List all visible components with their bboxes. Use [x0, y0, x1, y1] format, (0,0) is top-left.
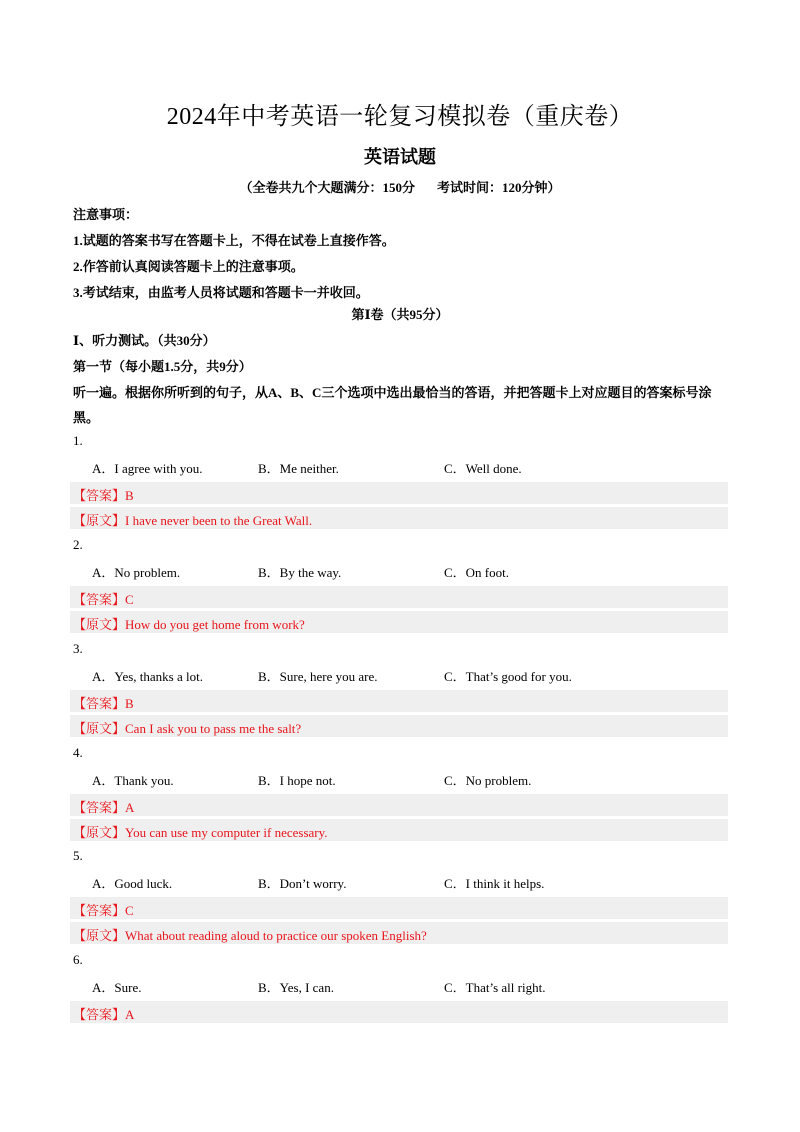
option-c: C．No problem.	[444, 773, 532, 788]
answer-band	[70, 482, 728, 504]
exam-info-score: （全卷共九个大题满分：150分	[239, 180, 415, 195]
answer-band	[70, 586, 728, 608]
question-number: 3.	[73, 641, 83, 656]
question-number: 6.	[73, 952, 83, 967]
option-b: B．Yes, I can.	[258, 980, 334, 995]
option-c: C．On foot.	[444, 565, 510, 580]
option-a: A．Yes, thanks a lot.	[92, 669, 203, 684]
note-item: 2.作答前认真阅读答题卡上的注意事项。	[73, 259, 304, 274]
option-a: A．Thank you.	[92, 773, 174, 788]
option-b: B．I hope not.	[258, 773, 336, 788]
option-b: B．Me neither.	[258, 461, 339, 476]
part-heading: 第Ⅰ卷（共95分）	[351, 307, 449, 322]
option-a: A．I agree with you.	[92, 461, 203, 476]
page-title: 2024年中考英语一轮复习模拟卷（重庆卷）	[166, 104, 634, 130]
option-b: B．By the way.	[258, 565, 342, 580]
answer-text: 【答案】C	[73, 903, 134, 918]
answer-band	[70, 897, 728, 919]
question-number: 4.	[73, 745, 83, 760]
original-text: 【原文】What about reading aloud to practice our spoken English?	[73, 928, 427, 943]
instruction-text: 听一遍。根据你所听到的句子，从A、B、C三个选项中选出最恰当的答语，并把答题卡上对应题目的答案标号涂黑。	[73, 385, 712, 425]
option-c: C．That’s all right.	[444, 980, 546, 995]
subsection-heading: 第一节（每小题1.5分，共9分）	[73, 359, 252, 374]
note-item: 3.考试结束，由监考人员将试题和答题卡一并收回。	[73, 285, 369, 300]
answer-text: 【答案】C	[73, 592, 134, 607]
question-number: 2.	[73, 537, 83, 552]
option-c: C．That’s good for you.	[444, 669, 572, 684]
section-heading: Ⅰ、听力测试。（共30分）	[73, 333, 216, 348]
question-number: 5.	[73, 848, 83, 863]
page-subtitle: 英语试题	[364, 147, 436, 168]
original-text: 【原文】I have never been to the Great Wall.	[73, 513, 313, 528]
option-a: A．Good luck.	[92, 876, 173, 891]
original-text: 【原文】Can I ask you to pass me the salt?	[73, 721, 302, 736]
option-b: B．Don’t worry.	[258, 876, 347, 891]
exam-info	[0, 177, 800, 196]
option-b: B．Sure, here you are.	[258, 669, 378, 684]
option-a: A．No problem.	[92, 565, 181, 580]
answer-text: 【答案】B	[73, 696, 134, 711]
question-number: 1.	[73, 433, 83, 448]
option-c: C．Well done.	[444, 461, 522, 476]
answer-band	[70, 1001, 728, 1023]
answer-band	[70, 690, 728, 712]
original-text: 【原文】You can use my computer if necessary.	[73, 825, 328, 840]
answer-band	[70, 794, 728, 816]
answer-text: 【答案】B	[73, 488, 134, 503]
option-a: A．Sure.	[92, 980, 142, 995]
answer-text: 【答案】A	[73, 800, 135, 815]
answer-text: 【答案】A	[73, 1007, 135, 1022]
exam-info-time: 考试时间：120分钟）	[437, 180, 561, 195]
notes-heading: 注意事项：	[73, 207, 139, 222]
original-text: 【原文】How do you get home from work?	[73, 617, 305, 632]
note-item: 1.试题的答案书写在答题卡上，不得在试卷上直接作答。	[73, 233, 395, 248]
option-c: C．I think it helps.	[444, 876, 545, 891]
